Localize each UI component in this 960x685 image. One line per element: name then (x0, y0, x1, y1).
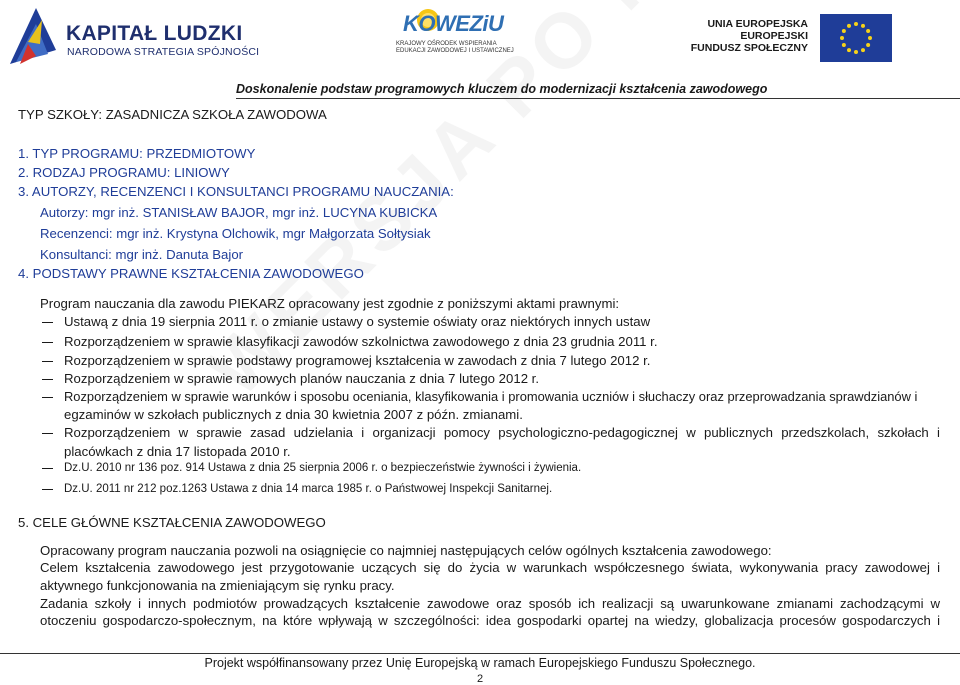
kapital-ludzki-subtitle: NARODOWA STRATEGIA SPÓJNOŚCI (67, 46, 260, 58)
ue-line1: UNIA EUROPEJSKA (707, 18, 808, 30)
goals-paragraph-3-line-2: otoczeniu gospodarczo-społecznym, na które wpływają w szczególności: idea gospodarki opartej na wiedzy, globalizacja procesów gospodarczych i (40, 613, 940, 628)
eu-star-icon (866, 43, 870, 47)
eu-star-icon (861, 48, 865, 52)
legal-item: Dz.U. 2011 nr 212 poz.1263 Ustawa z dnia 14 marca 1985 r. o Państwowej Inspekcji Sanitarnej. (64, 483, 553, 495)
legal-item: Rozporządzeniem w sprawie zasad udzielania i organizacji pomocy psychologiczno-pedagogicznej w publicznych przedszkolach, szkołach i (64, 425, 940, 440)
eu-star-icon (847, 24, 851, 28)
section-1-heading: 1. TYP PROGRAMU: PRZEDMIOTOWY (18, 146, 256, 161)
school-type: TYP SZKOŁY: ZASADNICZA SZKOŁA ZAWODOWA (18, 107, 327, 122)
legal-intro: Program nauczania dla zawodu PIEKARZ opracowany jest zgodnie z poniższymi aktami prawnymi: (40, 296, 620, 311)
section-2-heading: 2. RODZAJ PROGRAMU: LINIOWY (18, 165, 230, 180)
list-bullet (42, 489, 53, 490)
section-3-heading: 3. AUTORZY, RECENZENCI I KONSULTANCI PROGRAMU NAUCZANIA: (18, 184, 454, 199)
list-bullet (42, 433, 53, 434)
legal-item-continuation: egzaminów w szkołach publicznych z dnia 30 kwietnia 2007 z późn. zmianami. (64, 407, 523, 422)
goals-paragraph-1: Opracowany program nauczania pozwoli na osiągnięcie co najmniej następujących celów ogólnych kształcenia zawodowego: (40, 543, 772, 558)
goals-paragraph-3-line-1: Zadania szkoły i innych podmiotów prowadzących kształcenie zawodowe oraz sposób ich realizacji są uwarunkowane zmianami zachodzącymi w (40, 596, 940, 611)
reviewers-line: Recenzenci: mgr inż. Krystyna Olchowik, mgr Małgorzata Sołtysiak (40, 226, 431, 241)
ue-line2: EUROPEJSKI (740, 30, 808, 42)
eu-star-icon (842, 43, 846, 47)
legal-item: Rozporządzeniem w sprawie klasyfikacji zawodów szkolnictwa zawodowego z dnia 23 grudnia 2011 r. (64, 334, 658, 349)
eu-star-icon (854, 50, 858, 54)
legal-item: Rozporządzeniem w sprawie warunków i sposobu oceniania, klasyfikowania i promowania uczniów i słuchaczy oraz przeprowadzania sprawdzianów i (64, 389, 918, 404)
list-bullet (42, 342, 53, 343)
kapital-ludzki-title: KAPITAŁ LUDZKI (66, 22, 243, 45)
eu-star-icon (866, 29, 870, 33)
goals-paragraph-2-line-1: Celem kształcenia zawodowego jest przygotowanie uczących się do życia w warunkach współczesnego świata, wykonywania pracy zawodowej i (40, 560, 940, 575)
consultants-line: Konsultanci: mgr inż. Danuta Bajor (40, 247, 244, 262)
goals-paragraph-2-line-2: aktywnego funkcjonowania na zmieniającym się rynku pracy. (40, 578, 395, 593)
list-bullet (42, 468, 53, 469)
legal-item: Rozporządzeniem w sprawie podstawy programowej kształcenia w zawodach z dnia 7 lutego 2012 r. (64, 353, 651, 368)
eu-star-icon (868, 36, 872, 40)
authors-line: Autorzy: mgr inż. STANISŁAW BAJOR, mgr inż. LUCYNA KUBICKA (40, 205, 438, 220)
footer-divider (0, 653, 960, 654)
eu-star-icon (842, 29, 846, 33)
footer-text: Projekt współfinansowany przez Unię Europejską w ramach Europejskiego Funduszu Społecznego. (204, 656, 756, 670)
list-bullet (42, 361, 53, 362)
list-bullet (42, 379, 53, 380)
document-title: Doskonalenie podstaw programowych kluczem do modernizacji kształcenia zawodowego (236, 82, 768, 96)
eu-star-icon (861, 24, 865, 28)
legal-item: Ustawą z dnia 19 sierpnia 2011 r. o zmianie ustawy o systemie oświaty oraz niektórych innych ustaw (64, 314, 651, 329)
eu-flag-icon (820, 14, 892, 62)
section-4-heading: 4. PODSTAWY PRAWNE KSZTAŁCENIA ZAWODOWEGO (18, 266, 364, 281)
page-number: 2 (476, 673, 484, 685)
list-bullet (42, 397, 53, 398)
kowezu-line1: KRAJOWY OŚRODEK WSPIERANIA (396, 41, 497, 47)
kowezu-name: KOWEZiU (403, 11, 504, 36)
legal-item: Dz.U. 2010 nr 136 poz. 914 Ustawa z dnia 25 sierpnia 2006 r. o bezpieczeństwie żywności i żywienia. (64, 462, 582, 474)
ue-text (691, 18, 808, 54)
eu-star-icon (840, 36, 844, 40)
legal-item-continuation: placówkach z dnia 17 listopada 2010 r. (64, 444, 291, 459)
legal-item: Rozporządzeniem w sprawie ramowych planów nauczania z dnia 7 lutego 2012 r. (64, 371, 540, 386)
header-divider (236, 98, 960, 99)
eu-star-icon (847, 48, 851, 52)
kowezu-line2: EDUKACJI ZAWODOWEJ I USTAWICZNEJ (396, 48, 514, 54)
ue-line3: FUNDUSZ SPOŁECZNY (690, 42, 808, 54)
section-5-heading: 5. CELE GŁÓWNE KSZTAŁCENIA ZAWODOWEGO (18, 515, 326, 530)
eu-star-icon (854, 22, 858, 26)
list-bullet (42, 322, 53, 323)
